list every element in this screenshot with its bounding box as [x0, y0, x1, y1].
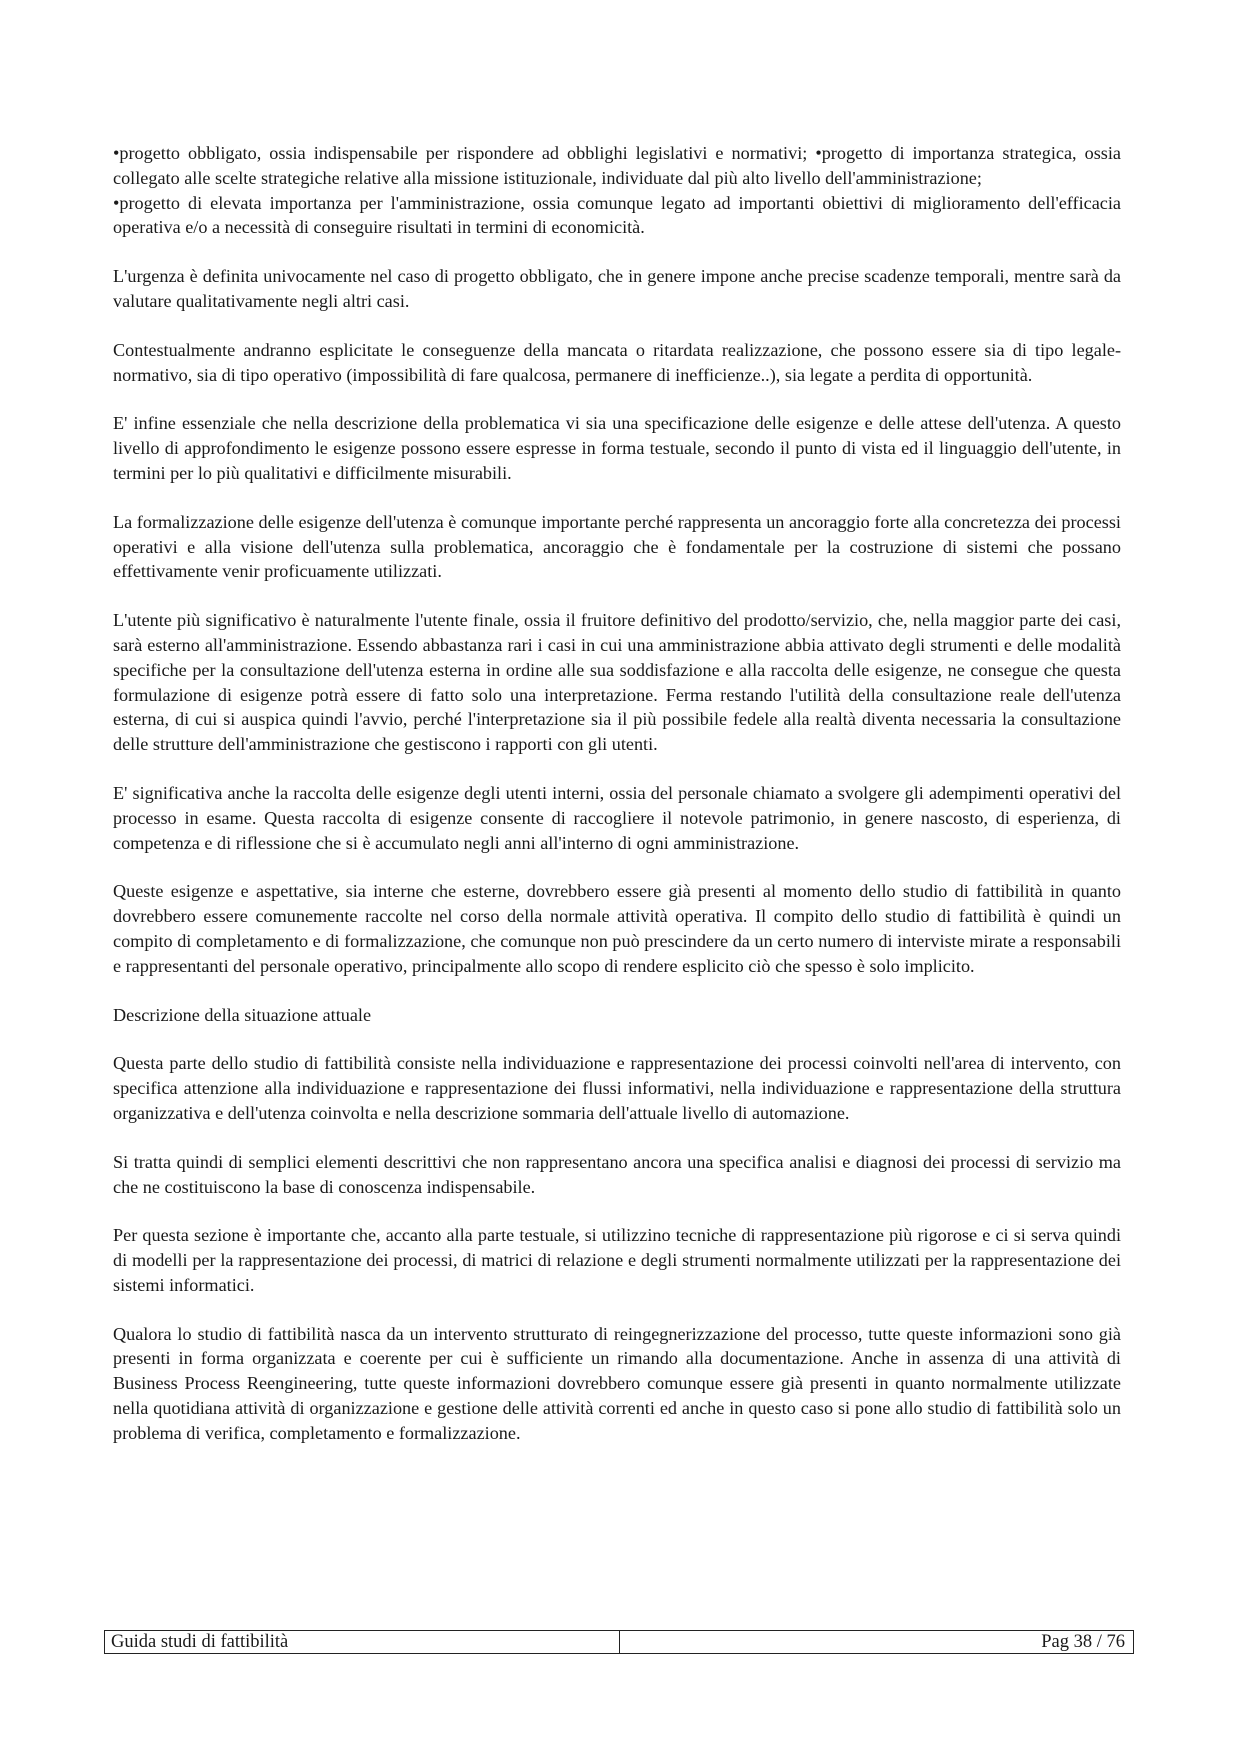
paragraph-current-situation: Questa parte dello studio di fattibilità consiste nella individuazione e rappresentazione dei processi coinvolti nell'area di intervento, con specifica attenzione alla individuazione e rappresentazione dei flussi informativi, nella individuazione e rappresentazione della struttura organizzativa e dell'utenza coinvolta e nella descrizione sommaria dell'attuale livello di automazione.: [113, 1053, 1121, 1123]
paragraph-descriptive-elements: Si tratta quindi di semplici elementi descrittivi che non rappresentano ancora una specifica analisi e diagnosi dei processi di servizio ma che ne costituiscono la base di conoscenza indispensabile.: [113, 1151, 1121, 1197]
paragraph-internal-users: E' significativa anche la raccolta delle esigenze degli utenti interni, ossia del personale chiamato a svolgere gli adempimenti operativi del processo in esame. Questa raccolta di esigenze consente di raccogliere il notevole patrimonio, in genere nascosto, di esperienza, di competenza e di riflessione che si è accumulato negli anni all'interno di ogni amministrazione.: [113, 782, 1121, 853]
paragraph-user-needs: E' infine essenziale che nella descrizione della problematica vi sia una specificazione delle esigenze e delle attese dell'utenza. A questo livello di approfondimento le esigenze possono essere espresse in forma testuale, secondo il punto di vista ed il linguaggio dell'utente, in termini per lo più qualitativi e difficilmente misurabili.: [113, 413, 1121, 483]
page-footer: [104, 1630, 1134, 1654]
page-body: [113, 141, 1121, 1470]
paragraph-reengineering: Qualora lo studio di fattibilità nasca da un intervento strutturato di reingegnerizzazione del processo, tutte queste informazioni sono già presenti in forma organizzata e coerente per cui è sufficiente un rimando alla documentazione. Anche in assenza di una attività di Business Process Reengineering, tutte queste informazioni dovrebbero comunque essere già presenti in quanto normalmente utilizzate nella quotidiana attività di organizzazione e gestione delle attività correnti ed anche in questo caso si pone allo studio di fattibilità solo un problema di verifica, completamento e formalizzazione.: [113, 1323, 1121, 1443]
paragraph-representation-techniques: Per questa sezione è importante che, accanto alla parte testuale, si utilizzino tecniche di rappresentazione più rigorose e ci si serva quindi di modelli per la rappresentazione dei processi, di matrici di relazione e degli strumenti normalmente utilizzati per la rappresentazione dei sistemi informatici.: [113, 1225, 1121, 1295]
section-heading: Descrizione della situazione attuale: [113, 1004, 372, 1025]
paragraph-urgency: L'urgenza è definita univocamente nel caso di progetto obbligato, che in genere impone anche precise scadenze temporali, mentre sarà da valutare qualitativamente negli altri casi.: [113, 266, 1121, 311]
paragraph-consequences: Contestualmente andranno esplicitate le conseguenze della mancata o ritardata realizzazione, che possono essere sia di tipo legale-normativo, sia di tipo operativo (impossibilità di fare qualcosa, permanere di inefficienze..), sia legate a perdita di opportunità.: [113, 339, 1121, 385]
paragraph-bullet-high-importance: •progetto di elevata importanza per l'amministrazione, ossia comunque legato ad importanti obiettivi di miglioramento dell'efficacia operativa e/o a necessità di conseguire risultati in termini di economicità.: [113, 192, 1121, 238]
paragraph-final-user: L'utente più significativo è naturalmente l'utente finale, ossia il fruitore definitivo del prodotto/servizio, che, nella maggior parte dei casi, sarà esterno all'amministrazione. Essendo abbastanza rari i casi in cui una amministrazione abbia attivato degli strumenti e delle modalità specifiche per la consultazione dell'utenza esterna in ordine alle sua soddisfazione e alla raccolta delle esigenze, ne consegue che questa formulazione di esigenze potrà essere di fatto solo una interpretazione. Ferma restando l'utilità della consultazione reale dell'utenza esterna, di cui si auspica quindi l'avvio, perché l'interpretazione sia il più possibile fedele alla realtà diventa necessaria la consultazione delle strutture dell'amministrazione che gestiscono i rapporti con gli utenti.: [113, 610, 1121, 755]
paragraph-needs-expectations: Queste esigenze e aspettative, sia interne che esterne, dovrebbero essere già presenti al momento dello studio di fattibilità in quanto dovrebbero essere comunemente raccolte nel corso della normale attività operativa. Il compito dello studio di fattibilità è quindi un compito di completamento e di formalizzazione, che comunque non può prescindere da un certo numero di interviste mirate a responsabili e rappresentanti del personale operativo, principalmente allo scopo di rendere esplicito ciò che spesso è solo implicito.: [113, 881, 1121, 976]
footer-page-number: Pag 38 / 76: [1041, 1632, 1125, 1652]
paragraph-formalization: La formalizzazione delle esigenze dell'utenza è comunque importante perché rappresenta un ancoraggio forte alla concretezza dei processi operativi e alla visione dell'utenza sulla problematica, ancoraggio che è fondamentale per la costruzione di sistemi che possano effettivamente venir proficuamente utilizzati.: [113, 511, 1121, 582]
footer-document-title: Guida studi di fattibilità: [105, 1631, 620, 1653]
paragraph-bullet-obligatory-strategic: •progetto obbligato, ossia indispensabile per rispondere ad obblighi legislativi e normativi; •progetto di importanza strategica, ossia collegato alle scelte strategiche relative alla missione istituzionale, individuate dal più alto livello dell'amministrazione;: [113, 143, 1121, 188]
